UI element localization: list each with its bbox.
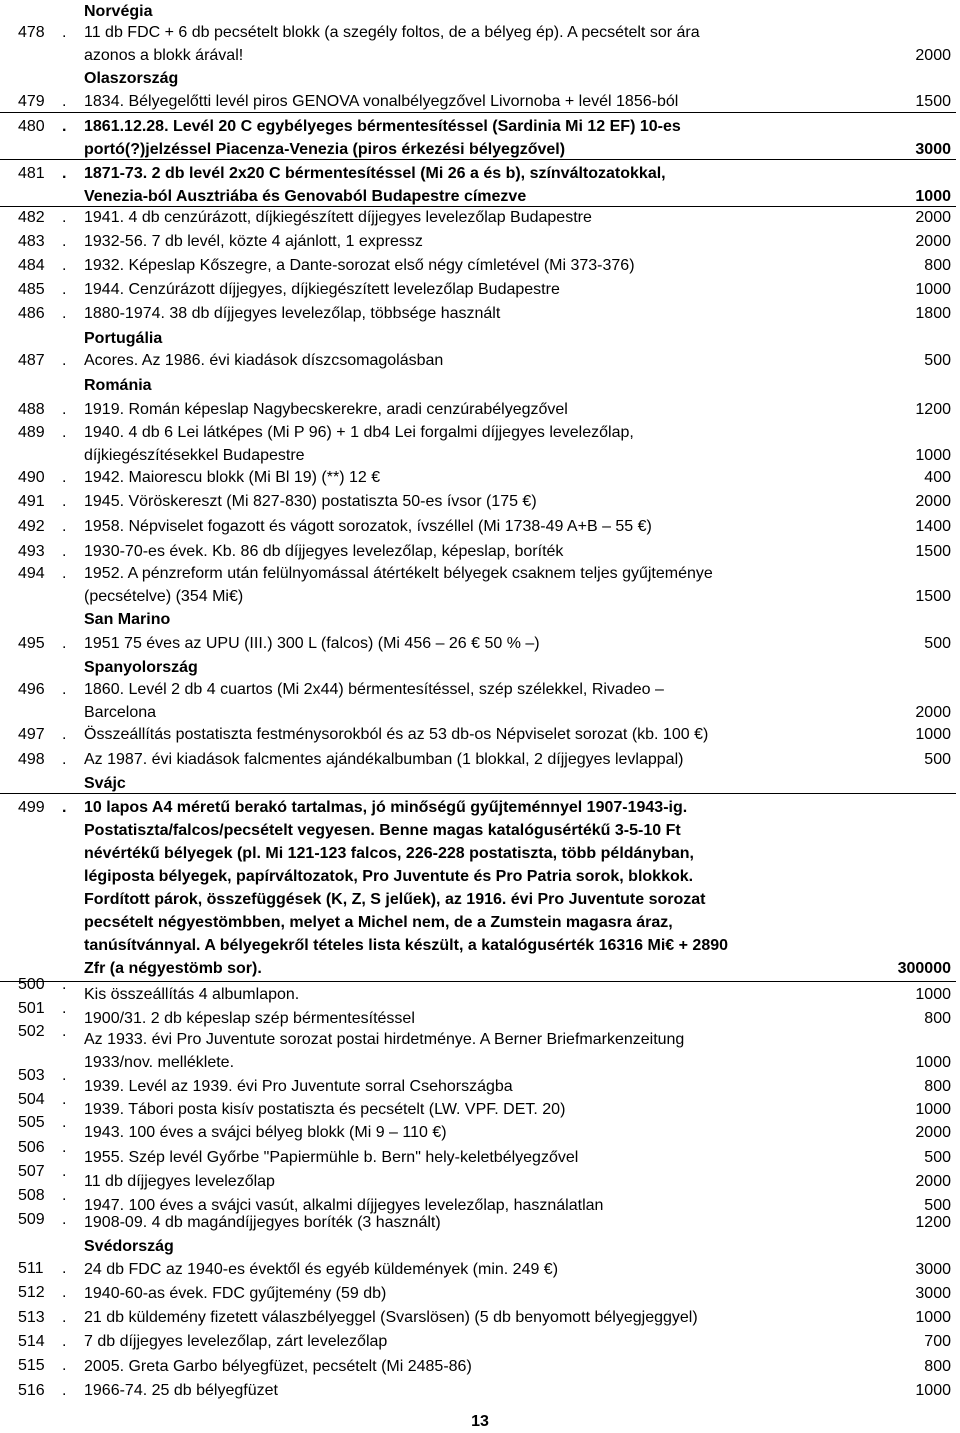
lot-number: 511	[18, 1260, 44, 1277]
lot-description-line: 1947. 100 éves a svájci vasút, alkalmi díjjegyes levelezőlap, használatlan	[84, 1197, 604, 1214]
lot-description-line: 1932. Képeslap Kőszegre, a Dante-sorozat első négy címletével (Mi 373-376)	[84, 257, 635, 274]
lot-price: 500	[924, 751, 951, 768]
country-heading-portugal: Portugália	[84, 330, 163, 347]
lot-description-line: 1943. 100 éves a svájci bélyeg blokk (Mi 9 – 110 €)	[84, 1124, 447, 1141]
lot-number: 507	[18, 1163, 45, 1180]
lot-number: 514	[18, 1333, 45, 1350]
lot-price: 2000	[915, 1124, 951, 1141]
lot-description-line: 1919. Román képeslap Nagybecskerekre, aradi cenzúrabélyegzővel	[84, 401, 568, 418]
lot-description	[84, 1170, 894, 1193]
lot-description-line: 1933/nov. melléklete.	[84, 1054, 235, 1071]
lot-description	[84, 1020, 894, 1074]
lot-description-line: Zfr (a négyestömb sor).	[84, 960, 262, 977]
country-heading-spain: Spanyolország	[84, 659, 198, 676]
lot-description	[84, 1355, 894, 1378]
lot-price: 3000	[915, 141, 951, 158]
lot-description-line: légiposta bélyegek, papírváltozatok, Pro Juventute és Pro Patria sorok, blokkok.	[84, 868, 694, 885]
lot-number-dot: .	[62, 1357, 67, 1374]
lot-number-dot: .	[62, 1382, 67, 1399]
lot-number: 516	[18, 1382, 45, 1399]
lot-number-dot: .	[62, 565, 67, 582]
lot-price: 1500	[915, 588, 951, 605]
row-divider	[0, 112, 956, 113]
lot-description	[84, 466, 894, 489]
lot-description-line: Postatiszta/falcos/pecsételt vegyesen. Benne magas katalógusértékű 3-5-10 Ft	[84, 822, 681, 839]
lot-description-line: 1952. A pénzreform után felülnyomással átértékelt bélyegek csaknem teljes gyűjteménye	[84, 565, 713, 582]
lot-description-line: 1871-73. 2 db levél 2x20 C bérmentesítéssel (Mi 26 a és b), színváltozatokkal,	[84, 165, 666, 182]
lot-description-line: Összeállítás postatiszta festménysorokból és az 53 db-os Népviselet sorozat (kb. 100 €)	[84, 726, 709, 743]
lot-description	[84, 115, 894, 161]
lot-price: 2000	[915, 704, 951, 721]
lot-price: 700	[924, 1333, 951, 1350]
lot-description-line: 7 db díjjegyes levelezőlap, zárt levelezőlap	[84, 1333, 388, 1350]
lot-description	[84, 90, 894, 113]
lot-price: 2000	[915, 233, 951, 250]
lot-description	[84, 1330, 894, 1353]
lot-price: 800	[924, 1358, 951, 1375]
lot-price: 800	[924, 1078, 951, 1095]
lot-description-line: 1955. Szép levél Győrbe "Papiermühle b. Bern" hely-keletbélyegzővel	[84, 1149, 579, 1166]
row-divider	[0, 981, 956, 982]
lot-description-line: 1900/31. 2 db képeslap szép bérmentesítéssel	[84, 1010, 415, 1027]
lot-price: 500	[924, 352, 951, 369]
lot-price: 3000	[915, 1261, 951, 1278]
lot-number: 494	[18, 565, 45, 582]
lot-description-line: 1834. Bélyegelőtti levél piros GENOVA vonalbélyegzővel Livornoba + levél 1856-ból	[84, 93, 679, 110]
lot-number-dot: .	[62, 543, 67, 560]
lot-description-line: 1940. 4 db 6 Lei látképes (Mi P 96) + 1 db4 Lei forgalmi díjjegyes levelezőlap,	[84, 424, 634, 441]
lot-price: 1400	[915, 518, 951, 535]
lot-description	[84, 398, 894, 421]
lot-description-line: 1942. Maiorescu blokk (Mi Bl 19) (**) 12 €	[84, 469, 381, 486]
lot-description-line: 11 db FDC + 6 db pecsételt blokk (a szegély foltos, de a bélyeg ép). A pecsételt sor ára	[84, 24, 700, 41]
lot-number-dot: .	[62, 1023, 67, 1040]
lot-number: 478	[18, 24, 45, 41]
lot-description-line: 2005. Greta Garbo bélyegfüzet, pecsételt (Mi 2485-86)	[84, 1358, 472, 1375]
lot-number-dot: .	[62, 1091, 67, 1108]
country-heading-romania: Románia	[84, 377, 152, 394]
lot-description-line: 11 db díjjegyes levelezőlap	[84, 1173, 275, 1190]
lot-number-dot: .	[62, 1114, 67, 1131]
lot-description-line: 1940-60-as évek. FDC gyűjtemény (59 db)	[84, 1285, 387, 1302]
lot-number-dot: .	[62, 493, 67, 510]
lot-description	[84, 1379, 894, 1402]
lot-number-dot: .	[62, 209, 67, 226]
lot-number: 505	[18, 1114, 45, 1131]
lot-number: 499	[18, 799, 45, 816]
lot-description-line: azonos a blokk árával!	[84, 47, 244, 64]
lot-description-line: 10 lapos A4 méretű berakó tartalmas, jó minőségű gyűjteménnyel 1907-1943-ig.	[84, 799, 688, 816]
lot-price: 3000	[915, 1285, 951, 1302]
lot-description	[84, 983, 894, 1006]
lot-number-dot: .	[62, 635, 67, 652]
lot-price: 800	[924, 1010, 951, 1027]
lot-number: 501	[18, 1000, 45, 1017]
lot-number-dot: .	[62, 424, 67, 441]
lot-description	[84, 490, 894, 513]
lot-description-line: Barcelona	[84, 704, 157, 721]
lot-description	[84, 1146, 894, 1169]
lot-number-dot: .	[62, 681, 67, 698]
lot-description-line: 24 db FDC az 1940-es évektől és egyéb küldemények (min. 249 €)	[84, 1261, 559, 1278]
lot-number-dot: .	[62, 305, 67, 322]
lot-description	[84, 1098, 894, 1121]
lot-number-dot: .	[62, 352, 67, 369]
lot-description-line: 1861.12.28. Levél 20 C egybélyeges bérmentesítéssel (Sardinia Mi 12 EF) 10-es	[84, 118, 681, 135]
lot-description	[84, 678, 894, 724]
lot-price: 500	[924, 1149, 951, 1166]
lot-description	[84, 1306, 894, 1329]
country-heading-italy: Olaszország	[84, 70, 179, 87]
lot-description-line: pecsételt négyestömbben, melyet a Michel nem, de a Zumstein magasra áraz,	[84, 914, 673, 931]
lot-number: 480	[18, 118, 45, 135]
lot-price: 800	[924, 257, 951, 274]
lot-number: 498	[18, 751, 45, 768]
lot-number: 509	[18, 1211, 45, 1228]
lot-description-line: (pecsételve) (354 Mi€)	[84, 588, 244, 605]
lot-description-line: 1951 75 éves az UPU (III.) 300 L (falcos) (Mi 456 – 26 € 50 % –)	[84, 635, 540, 652]
lot-description	[84, 723, 894, 746]
lot-number: 487	[18, 352, 45, 369]
lot-number-dot: .	[62, 118, 67, 135]
lot-number: 485	[18, 281, 45, 298]
lot-number-dot: .	[62, 469, 67, 486]
lot-number-dot: .	[62, 233, 67, 250]
lot-price: 1500	[915, 93, 951, 110]
lot-description-line: 1945. Vöröskereszt (Mi 827-830) postatiszta 50-es ívsor (175 €)	[84, 493, 537, 510]
lot-description	[84, 796, 894, 980]
lot-price: 500	[924, 635, 951, 652]
lot-price: 1000	[915, 1382, 951, 1399]
lot-description	[84, 349, 894, 372]
lot-number: 481	[18, 165, 45, 182]
lot-number-dot: .	[62, 165, 67, 182]
lot-number: 512	[18, 1284, 45, 1301]
lot-number-dot: .	[62, 1333, 67, 1350]
lot-number: 496	[18, 681, 45, 698]
lot-description-line: Az 1933. évi Pro Juventute sorozat postai hirdetménye. A Berner Briefmarkenzeitung	[84, 1031, 685, 1048]
lot-price: 1000	[915, 1309, 951, 1326]
lot-number-dot: .	[62, 1260, 67, 1277]
lot-number: 482	[18, 209, 45, 226]
lot-number: 486	[18, 305, 45, 322]
lot-number-dot: .	[62, 1187, 67, 1204]
lot-price: 400	[924, 469, 951, 486]
lot-number-dot: .	[62, 257, 67, 274]
lot-description-line: 21 db küldemény fizetett válaszbélyeggel (Svarslösen) (5 db benyomott bélyegjeggyel)	[84, 1309, 698, 1326]
row-divider	[0, 793, 956, 794]
lot-number-dot: .	[62, 281, 67, 298]
lot-number: 513	[18, 1309, 45, 1326]
lot-price: 1000	[915, 726, 951, 743]
lot-number: 515	[18, 1357, 45, 1374]
lot-description	[84, 230, 894, 253]
lot-number: 489	[18, 424, 45, 441]
lot-price: 1000	[915, 1101, 951, 1118]
lot-description	[84, 302, 894, 325]
lot-price: 1800	[915, 305, 951, 322]
lot-price: 500	[924, 1197, 951, 1214]
lot-description-line: Fordított párok, összefüggések (K, Z, S jelűek), az 1916. évi Pro Juventute sorozat	[84, 891, 706, 908]
lot-description	[84, 278, 894, 301]
lot-number: 495	[18, 635, 45, 652]
lot-number: 497	[18, 726, 45, 743]
lot-price: 2000	[915, 209, 951, 226]
lot-number: 508	[18, 1187, 45, 1204]
lot-price: 2000	[915, 47, 951, 64]
lot-description	[84, 748, 894, 771]
lot-number: 500	[18, 976, 45, 993]
lot-number-dot: .	[62, 1211, 67, 1228]
lot-description	[84, 1282, 894, 1305]
lot-description	[84, 1121, 894, 1144]
lot-number-dot: .	[62, 1309, 67, 1326]
lot-description-line: 1944. Cenzúrázott díjjegyes, díjkiegészített levelezőlap Budapestre	[84, 281, 560, 298]
lot-description-line: Acores. Az 1986. évi kiadások díszcsomagolásban	[84, 352, 444, 369]
lot-description	[84, 162, 894, 208]
lot-price: 1200	[915, 1214, 951, 1231]
lot-description-line: 1908-09. 4 db magándíjjegyes boríték (3 használt)	[84, 1214, 441, 1231]
lot-price: 1200	[915, 401, 951, 418]
lot-description-line: 1958. Népviselet fogazott és vágott sorozatok, ívszéllel (Mi 1738-49 A+B – 55 €)	[84, 518, 652, 535]
lot-number-dot: .	[62, 751, 67, 768]
lot-description	[84, 562, 894, 608]
lot-number-dot: .	[62, 93, 67, 110]
lot-description	[84, 1258, 894, 1281]
lot-price: 2000	[915, 493, 951, 510]
lot-description	[84, 1075, 894, 1098]
lot-description	[84, 1211, 894, 1234]
lot-number: 483	[18, 233, 45, 250]
lot-price: 300000	[897, 960, 951, 977]
lot-description-line: 1880-1974. 38 db díjjegyes levelezőlap, többsége használt	[84, 305, 501, 322]
lot-price: 1000	[915, 1054, 951, 1071]
country-heading-switzerland: Svájc	[84, 775, 126, 792]
lot-description	[84, 206, 894, 229]
lot-number: 502	[18, 1023, 45, 1040]
lot-description	[84, 632, 894, 655]
lot-number-dot: .	[62, 518, 67, 535]
lot-number-dot: .	[62, 976, 67, 993]
lot-description-line: Kis összeállítás 4 albumlapon.	[84, 986, 300, 1003]
lot-price: 2000	[915, 1173, 951, 1190]
lot-description-line: 1966-74. 25 db bélyegfüzet	[84, 1382, 278, 1399]
lot-number-dot: .	[62, 1284, 67, 1301]
lot-number: 479	[18, 93, 45, 110]
lot-price: 1500	[915, 543, 951, 560]
lot-number-dot: .	[62, 1163, 67, 1180]
lot-description-line: Venezia-ból Ausztriába és Genovaból Budapestre címezve	[84, 188, 527, 205]
lot-number: 492	[18, 518, 45, 535]
lot-number: 506	[18, 1139, 45, 1156]
lot-price: 1000	[915, 281, 951, 298]
lot-description	[84, 540, 894, 563]
country-heading-san-marino: San Marino	[84, 611, 171, 628]
lot-description-line: 1932-56. 7 db levél, közte 4 ajánlott, 1 expressz	[84, 233, 423, 250]
lot-number: 503	[18, 1067, 45, 1084]
lot-number-dot: .	[62, 24, 67, 41]
lot-number: 490	[18, 469, 45, 486]
lot-description-line: 1939. Levél az 1939. évi Pro Juventute sorral Csehországba	[84, 1078, 513, 1095]
country-heading-norway: Norvégia	[84, 3, 153, 20]
lot-description	[84, 21, 894, 67]
lot-number: 488	[18, 401, 45, 418]
lot-description-line: 1860. Levél 2 db 4 cuartos (Mi 2x44) bérmentesítéssel, szép szélekkel, Rivadeo –	[84, 681, 664, 698]
row-divider	[0, 159, 956, 160]
lot-number: 484	[18, 257, 45, 274]
lot-price: 1000	[915, 447, 951, 464]
lot-number-dot: .	[62, 1067, 67, 1084]
lot-description-line: 1930-70-es évek. Kb. 86 db díjjegyes levelezőlap, képeslap, boríték	[84, 543, 564, 560]
lot-description-line: névértékű bélyegek (pl. Mi 121-123 falcos, 226-228 postatiszta, több példányban,	[84, 845, 694, 862]
lot-number-dot: .	[62, 726, 67, 743]
lot-description-line: 1941. 4 db cenzúrázott, díjkiegészített díjjegyes levelezőlap Budapestre	[84, 209, 592, 226]
lot-price: 1000	[915, 986, 951, 1003]
lot-description	[84, 421, 894, 467]
lot-price: 1000	[915, 188, 951, 205]
page-number: 13	[471, 1413, 489, 1430]
lot-description-line: Az 1987. évi kiadások falcmentes ajándékalbumban (1 blokkal, 2 díjjegyes levlappal)	[84, 751, 684, 768]
lot-number-dot: .	[62, 799, 67, 816]
lot-number: 491	[18, 493, 45, 510]
lot-description-line: díjkiegészítésekkel Budapestre	[84, 447, 305, 464]
lot-number-dot: .	[62, 401, 67, 418]
lot-description-line: 1939. Tábori posta kisív postatiszta és pecsételt (LW. VPF. DET. 20)	[84, 1101, 566, 1118]
lot-description	[84, 515, 894, 538]
lot-description-line: tanúsítvánnyal. A bélyegekről tételes lista készült, a katalógusérték 16316 Mi€ + 2890	[84, 937, 729, 954]
lot-description-line: portó(?)jelzéssel Piacenza-Venezia (piros érkezési bélyegzővel)	[84, 141, 566, 158]
lot-number: 493	[18, 543, 45, 560]
lot-description	[84, 254, 894, 277]
lot-number: 504	[18, 1091, 45, 1108]
country-heading-sweden: Svédország	[84, 1238, 174, 1255]
lot-number-dot: .	[62, 1000, 67, 1017]
lot-number-dot: .	[62, 1139, 67, 1156]
